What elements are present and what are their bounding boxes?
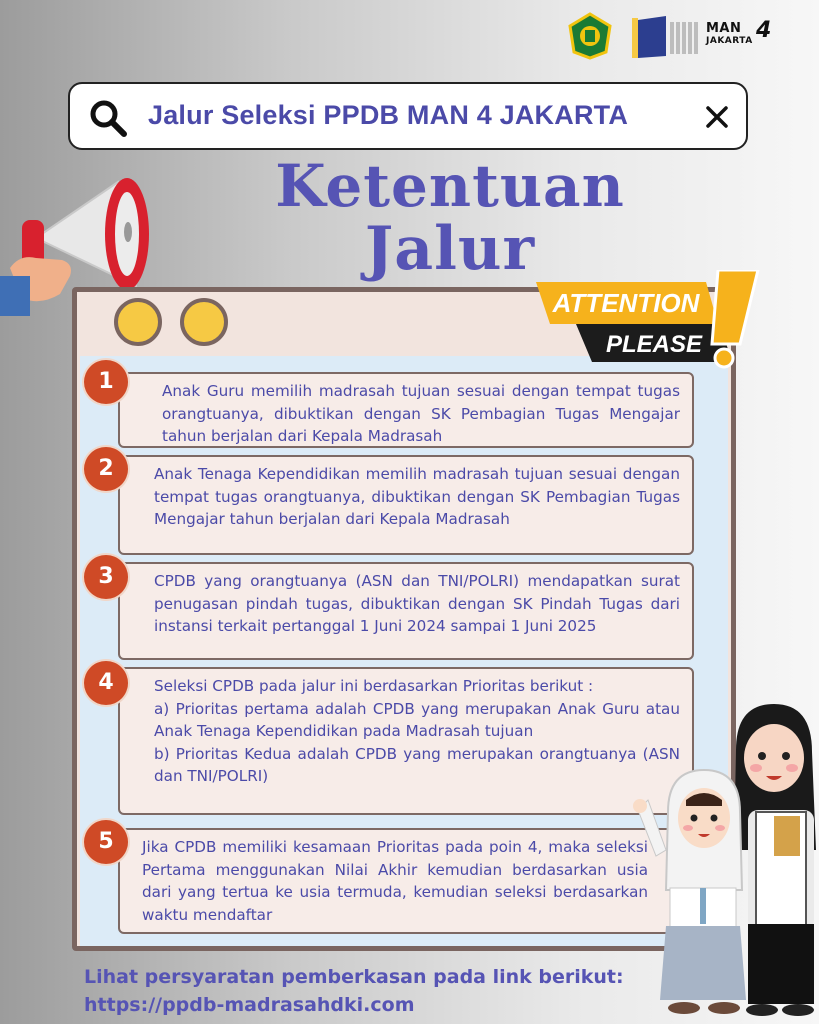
page-title-line1: Ketentuan xyxy=(275,152,625,220)
footer-note: Lihat persyaratan pemberkasan pada link berikut: xyxy=(84,966,624,988)
item-number-badge: 1 xyxy=(84,360,128,404)
item-number-badge: 3 xyxy=(84,555,128,599)
attention-text: ATTENTION xyxy=(552,288,700,318)
logo-man-text: MAN xyxy=(706,21,742,36)
search-query-text[interactable]: Jalur Seleksi PPDB MAN 4 JAKARTA xyxy=(148,100,629,130)
list-item-3 xyxy=(118,562,694,660)
item-text: Jika CPDB memiliki kesamaan Prioritas pada poin 4, maka seleksi Pertama menggunakan Nilai Akhir kemudian berdasarkan usia dari yang tertua ke usia termuda, kemudian seleksi berdasarkan waktu mendaftar xyxy=(142,838,648,924)
list-item-1 xyxy=(118,372,694,448)
search-icon[interactable] xyxy=(88,98,128,138)
item-text: Anak Guru memilih madrasah tujuan sesuai dengan tempat tugas orangtuanya, dibuktikan dengan SK Pembagian Tugas Mengajar tahun berjalan dari Kepala Madrasah xyxy=(162,382,680,445)
attention-banner xyxy=(536,270,766,370)
book-building-icon xyxy=(632,16,698,60)
item-priority-b: b) Prioritas Kedua adalah CPDB yang merupakan orangtuanya (ASN dan TNI/POLRI) xyxy=(154,744,680,785)
logo-jakarta-text: JAKARTA xyxy=(706,36,753,46)
item-text: CPDB yang orangtuanya (ASN dan TNI/POLRI) mendapatkan surat penugasan pindah tugas, dibuktikan dengan SK Pindah Tugas dari instansi terkait pertanggal 1 Juni 2024 sampai 1 Juni 2025 xyxy=(154,572,680,635)
search-bar[interactable] xyxy=(68,82,748,150)
item-number-badge: 2 xyxy=(84,447,128,491)
page-title-line2: Jalur xyxy=(364,214,536,284)
kemenag-emblem-icon xyxy=(566,12,614,60)
list-item-2 xyxy=(118,455,694,555)
list-item-4 xyxy=(118,667,694,815)
list-item-5 xyxy=(118,828,694,934)
item-text: Anak Tenaga Kependidikan memilih madrasah tujuan sesuai dengan tempat tugas orangtuanya, dibuktikan dengan SK Pembagian Tugas Mengajar tahun berjalan dari Kepala Madrasah xyxy=(154,465,680,528)
item-priority-a: a) Prioritas pertama adalah CPDB yang merupakan Anak Guru atau Anak Tenaga Kependidikan pada Madrasah tujuan xyxy=(154,699,680,740)
decor-dot-2 xyxy=(180,298,228,346)
logo-4-text: 4 xyxy=(756,18,772,43)
decor-dot-1 xyxy=(114,298,162,346)
item-number-badge: 4 xyxy=(84,661,128,705)
close-icon[interactable] xyxy=(702,102,732,132)
please-text: PLEASE xyxy=(605,331,703,358)
item-number-badge: 5 xyxy=(84,820,128,864)
footer-link[interactable]: https://ppdb-madrasahdki.com xyxy=(84,994,415,1016)
man4-jakarta-logo xyxy=(706,18,778,52)
students-illustration xyxy=(626,700,819,1024)
item-intro-text: Seleksi CPDB pada jalur ini berdasarkan Prioritas berikut : xyxy=(154,677,594,695)
